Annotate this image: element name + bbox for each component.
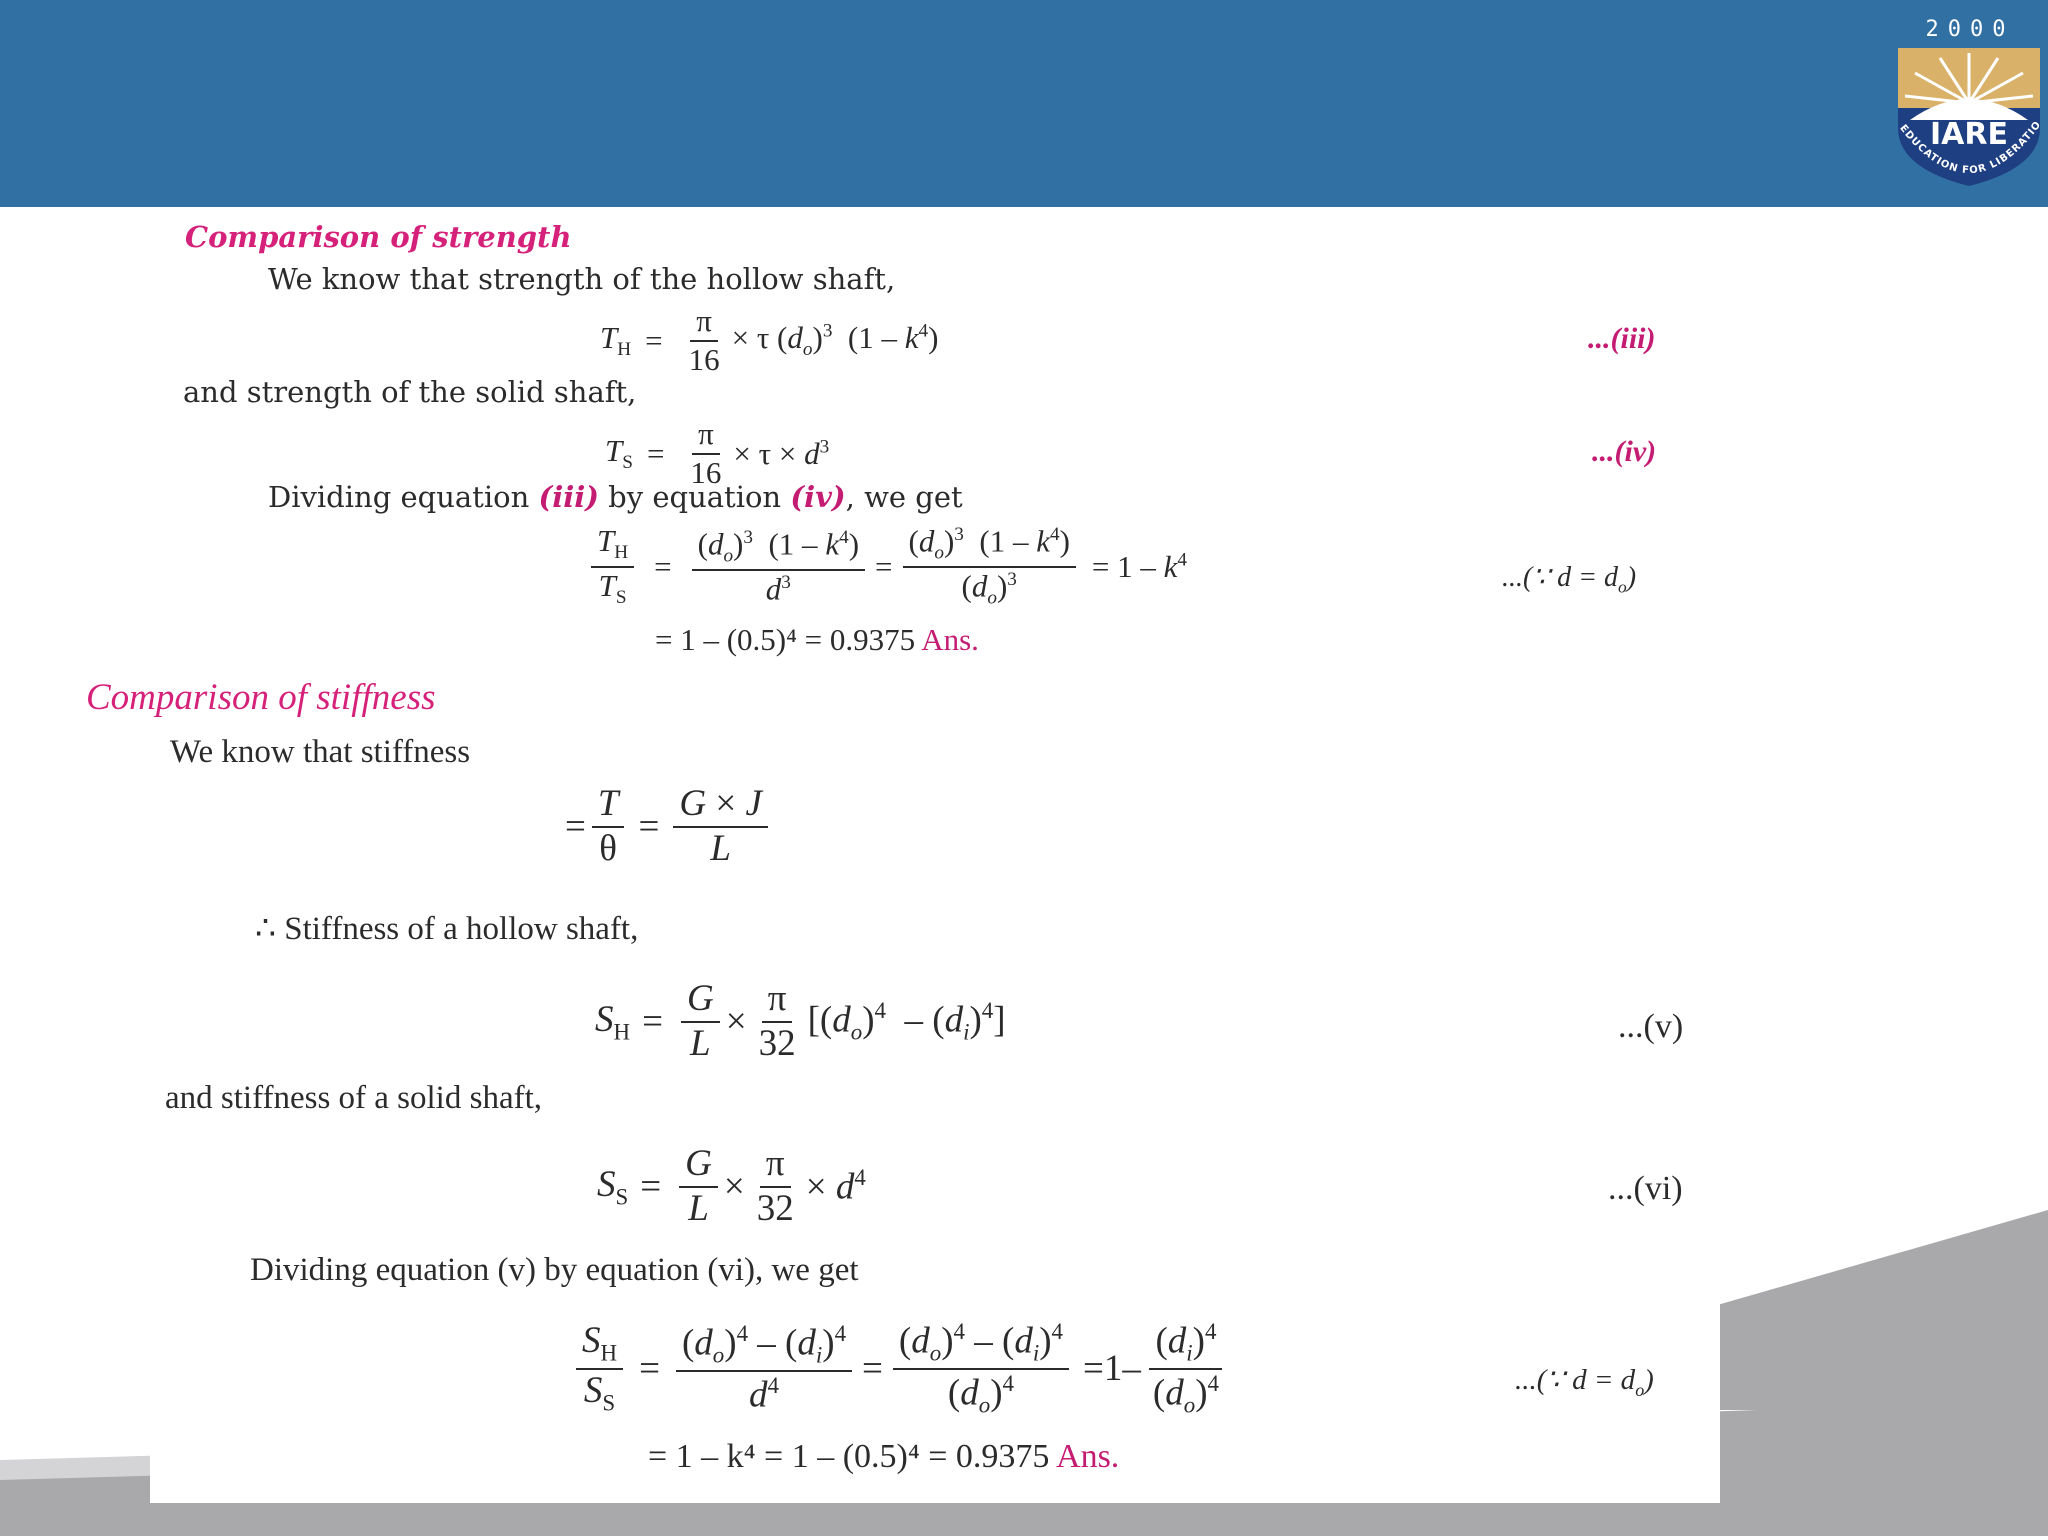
stiffness-hollow-intro: ∴ Stiffness of a hollow shaft, [255, 911, 639, 947]
strength-intro: We know that strength of the hollow shaft, [268, 262, 896, 296]
stiffness-ratio-ref: ...(∵ $d = d_o$) [1515, 1364, 1654, 1400]
logo-year: 2000 [1925, 17, 2015, 42]
stiffness-ans: Ans. [1056, 1438, 1120, 1475]
eq3-ref: ...(iii) [1588, 322, 1656, 355]
iare-logo [1890, 8, 2048, 208]
solid-stiffness-equation: $S_S$ = $\frac{G}{L}$ × $\frac{\pi}{32}$ × $d^4$ [597, 1143, 866, 1229]
stiffness-dividing: Dividing equation (v) by equation (vi), we get [250, 1252, 859, 1288]
stiffness-intro: We know that stiffness [170, 734, 471, 770]
logo-name: IARE [1930, 117, 2008, 152]
strength-ratio-ref: ...(∵ $d = d_o$) [1502, 562, 1637, 597]
strength-ans: Ans. [921, 622, 979, 657]
stiffness-definition-equation: = $\frac{T}{\theta}$ = $\frac{G \times J}{L}$ [565, 785, 774, 869]
hollow-strength-equation: $T_H$ = $\frac{\pi}{16}$ × τ $(d_o)^3$ $(1 - k^4)$ [600, 303, 939, 377]
strength-result: = 1 – (0.5)⁴ = 0.9375 Ans. [655, 622, 979, 657]
solid-strength-equation: $T_S$ = $\frac{\pi}{16}$ × $\tau \times d^3$ [605, 416, 830, 490]
strength-heading: Comparison of strength [185, 220, 572, 254]
stiffness-ratio-equation: $\frac{S_H}{S_S}$ = $\frac{(d_o)^4 - (d_i)^4}{d^4}$ = $\frac{(d_o)^4 - (d_i)^4}{(d_o)^4}$ =1– $\frac{(d_i)^4}{(d_o)^4}$ [570, 1320, 1231, 1418]
strength-dividing: Dividing equation (iii) by equation (iv), we get [268, 480, 963, 514]
header-bar [0, 0, 2048, 207]
stiffness-solid-intro: and stiffness of a solid shaft, [165, 1080, 543, 1116]
hollow-stiffness-equation: $S_H$ = $\frac{G}{L}$ × $\frac{\pi}{32}$ $[(d_o)^4 - (d_i)^4]$ [595, 978, 1006, 1064]
strength-ratio-equation: $\frac{T_H}{T_S}$ = $\frac{(d_o)^3 (1 - k^4)}{d^3}$ = $\frac{(d_o)^3 (1 - k^4)}{(d_o)^3}$ = $1 - k^4$ [585, 525, 1187, 608]
logo-motto: EDUCATION FOR LIBERATIO [1897, 119, 2044, 177]
eq5-ref: ...(v) [1618, 1008, 1684, 1045]
eq6-ref: ...(vi) [1608, 1170, 1683, 1207]
strength-solid-intro: and strength of the solid shaft, [183, 375, 637, 409]
stiffness-heading: Comparison of stiffness [86, 677, 436, 718]
stiffness-result: = 1 – k⁴ = 1 – (0.5)⁴ = 0.9375 Ans. [648, 1438, 1120, 1475]
eq4-ref: ...(iv) [1592, 435, 1657, 468]
